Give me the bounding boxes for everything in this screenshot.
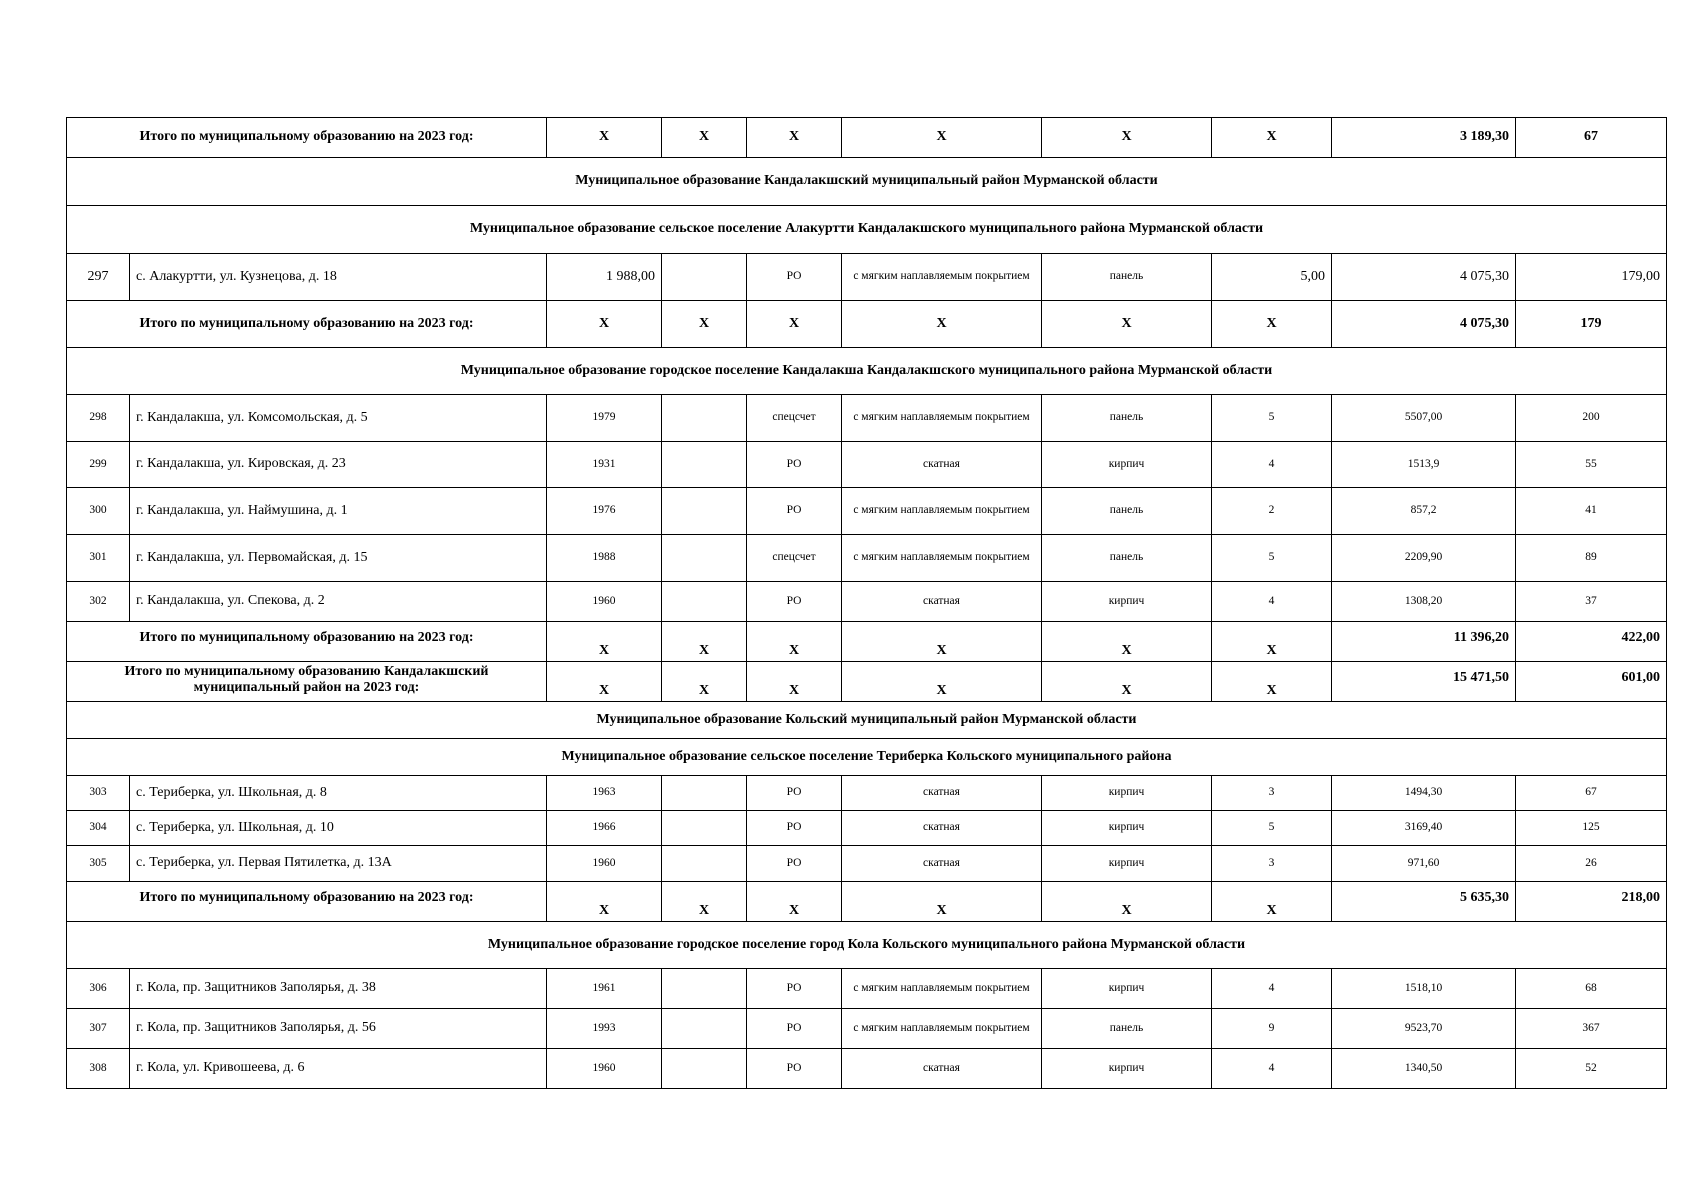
x-placeholder: X [842, 301, 1042, 348]
area: 4 075,30 [1332, 254, 1516, 301]
x-placeholder: X [662, 301, 747, 348]
year: 1979 [547, 395, 662, 442]
table-row [67, 969, 1667, 1009]
floors: 5 [1212, 395, 1332, 442]
address: с. Териберка, ул. Первая Пятилетка, д. 13А [130, 846, 547, 882]
x-placeholder: X [662, 622, 747, 662]
section-header-row [67, 348, 1667, 395]
floors: 4 [1212, 1049, 1332, 1089]
total-residents: 179 [1516, 301, 1667, 348]
area: 9523,70 [1332, 1009, 1516, 1049]
residents: 55 [1516, 442, 1667, 488]
total-area: 4 075,30 [1332, 301, 1516, 348]
total-area: 5 635,30 [1332, 882, 1516, 922]
x-placeholder: X [547, 118, 662, 158]
section-header-row [67, 739, 1667, 776]
residents: 200 [1516, 395, 1667, 442]
funding-method: РО [747, 442, 842, 488]
residents: 68 [1516, 969, 1667, 1009]
total-area: 3 189,30 [1332, 118, 1516, 158]
residents: 37 [1516, 582, 1667, 622]
funding-method: РО [747, 254, 842, 301]
extra [662, 442, 747, 488]
year: 1960 [547, 846, 662, 882]
x-placeholder: X [1042, 622, 1212, 662]
floors: 4 [1212, 582, 1332, 622]
section-title: Муниципальное образование городское поселение Кандалакша Кандалакшского муниципального района Мурманской области [67, 348, 1667, 395]
wall-material: панель [1042, 488, 1212, 535]
funding-method: РО [747, 811, 842, 846]
roof-type: скатная [842, 442, 1042, 488]
total-area: 11 396,20 [1332, 622, 1516, 662]
floors: 3 [1212, 776, 1332, 811]
x-placeholder: X [547, 622, 662, 662]
total-residents: 67 [1516, 118, 1667, 158]
wall-material: кирпич [1042, 811, 1212, 846]
x-placeholder: X [547, 662, 662, 702]
area: 1518,10 [1332, 969, 1516, 1009]
floors: 5 [1212, 811, 1332, 846]
row-number: 298 [67, 395, 130, 442]
wall-material: панель [1042, 1009, 1212, 1049]
roof-type: скатная [842, 582, 1042, 622]
x-placeholder: X [842, 622, 1042, 662]
roof-type: с мягким наплавляемым покрытием [842, 395, 1042, 442]
roof-type: с мягким наплавляемым покрытием [842, 535, 1042, 582]
wall-material: кирпич [1042, 969, 1212, 1009]
extra [662, 535, 747, 582]
housing-table [66, 117, 1667, 1089]
x-placeholder: X [547, 301, 662, 348]
floors: 9 [1212, 1009, 1332, 1049]
residents: 179,00 [1516, 254, 1667, 301]
address: с. Алакуртти, ул. Кузнецова, д. 18 [130, 254, 547, 301]
funding-method: РО [747, 969, 842, 1009]
total-row [67, 622, 1667, 662]
residents: 125 [1516, 811, 1667, 846]
floors: 3 [1212, 846, 1332, 882]
total-label: Итого по муниципальному образованию Кандалакшский муниципальный район на 2023 год: [67, 662, 547, 702]
x-placeholder: X [662, 118, 747, 158]
row-number: 299 [67, 442, 130, 488]
table-row [67, 488, 1667, 535]
total-label: Итого по муниципальному образованию на 2023 год: [67, 882, 547, 922]
row-number: 308 [67, 1049, 130, 1089]
funding-method: спецсчет [747, 535, 842, 582]
table-row [67, 1009, 1667, 1049]
extra [662, 776, 747, 811]
total-row [67, 301, 1667, 348]
area: 2209,90 [1332, 535, 1516, 582]
address: с. Териберка, ул. Школьная, д. 10 [130, 811, 547, 846]
roof-type: скатная [842, 846, 1042, 882]
address: г. Кандалакша, ул. Наймушина, д. 1 [130, 488, 547, 535]
year: 1963 [547, 776, 662, 811]
x-placeholder: X [662, 882, 747, 922]
total-row [67, 662, 1667, 702]
section-title: Муниципальное образование сельское поселение Алакуртти Кандалакшского муниципального района Мурманской области [67, 206, 1667, 254]
x-placeholder: X [1212, 622, 1332, 662]
x-placeholder: X [1212, 118, 1332, 158]
roof-type: с мягким наплавляемым покрытием [842, 254, 1042, 301]
total-residents: 422,00 [1516, 622, 1667, 662]
residents: 26 [1516, 846, 1667, 882]
x-placeholder: X [842, 662, 1042, 702]
wall-material: кирпич [1042, 1049, 1212, 1089]
wall-material: кирпич [1042, 582, 1212, 622]
row-number: 306 [67, 969, 130, 1009]
address: г. Кандалакша, ул. Первомайская, д. 15 [130, 535, 547, 582]
x-placeholder: X [1042, 301, 1212, 348]
table-row [67, 846, 1667, 882]
wall-material: панель [1042, 535, 1212, 582]
x-placeholder: X [1042, 118, 1212, 158]
row-number: 304 [67, 811, 130, 846]
table-row [67, 535, 1667, 582]
x-placeholder: X [1042, 882, 1212, 922]
funding-method: РО [747, 582, 842, 622]
wall-material: кирпич [1042, 846, 1212, 882]
area: 857,2 [1332, 488, 1516, 535]
address: г. Кандалакша, ул. Комсомольская, д. 5 [130, 395, 547, 442]
year: 1960 [547, 582, 662, 622]
year: 1976 [547, 488, 662, 535]
year: 1 988,00 [547, 254, 662, 301]
area: 5507,00 [1332, 395, 1516, 442]
row-number: 307 [67, 1009, 130, 1049]
x-placeholder: X [1212, 882, 1332, 922]
section-title: Муниципальное образование сельское поселение Териберка Кольского муниципального района [67, 739, 1667, 776]
wall-material: панель [1042, 254, 1212, 301]
x-placeholder: X [747, 662, 842, 702]
total-label: Итого по муниципальному образованию на 2023 год: [67, 622, 547, 662]
funding-method: РО [747, 1009, 842, 1049]
x-placeholder: X [747, 118, 842, 158]
table-row [67, 776, 1667, 811]
area: 1494,30 [1332, 776, 1516, 811]
total-label: Итого по муниципальному образованию на 2023 год: [67, 301, 547, 348]
extra [662, 811, 747, 846]
residents: 89 [1516, 535, 1667, 582]
address: г. Кандалакша, ул. Кировская, д. 23 [130, 442, 547, 488]
funding-method: РО [747, 776, 842, 811]
area: 1513,9 [1332, 442, 1516, 488]
x-placeholder: X [842, 118, 1042, 158]
total-residents: 218,00 [1516, 882, 1667, 922]
roof-type: скатная [842, 1049, 1042, 1089]
table-row [67, 811, 1667, 846]
x-placeholder: X [747, 301, 842, 348]
row-number: 297 [67, 254, 130, 301]
address: г. Кола, ул. Кривошеева, д. 6 [130, 1049, 547, 1089]
area: 1340,50 [1332, 1049, 1516, 1089]
section-title: Муниципальное образование Кандалакшский муниципальный район Мурманской области [67, 158, 1667, 206]
table-row [67, 395, 1667, 442]
x-placeholder: X [1042, 662, 1212, 702]
area: 1308,20 [1332, 582, 1516, 622]
extra [662, 488, 747, 535]
row-number: 301 [67, 535, 130, 582]
extra [662, 254, 747, 301]
total-label: Итого по муниципальному образованию на 2023 год: [67, 118, 547, 158]
roof-type: скатная [842, 776, 1042, 811]
year: 1931 [547, 442, 662, 488]
total-row [67, 882, 1667, 922]
residents: 367 [1516, 1009, 1667, 1049]
area: 3169,40 [1332, 811, 1516, 846]
table-row [67, 442, 1667, 488]
x-placeholder: X [747, 622, 842, 662]
year: 1961 [547, 969, 662, 1009]
x-placeholder: X [662, 662, 747, 702]
roof-type: с мягким наплавляемым покрытием [842, 1009, 1042, 1049]
section-header-row [67, 922, 1667, 969]
roof-type: с мягким наплавляемым покрытием [842, 488, 1042, 535]
x-placeholder: X [1212, 301, 1332, 348]
extra [662, 1049, 747, 1089]
x-placeholder: X [842, 882, 1042, 922]
address: г. Кола, пр. Защитников Заполярья, д. 56 [130, 1009, 547, 1049]
table-row [67, 1049, 1667, 1089]
floors: 4 [1212, 969, 1332, 1009]
x-placeholder: X [1212, 662, 1332, 702]
area: 971,60 [1332, 846, 1516, 882]
residents: 52 [1516, 1049, 1667, 1089]
funding-method: РО [747, 1049, 842, 1089]
extra [662, 1009, 747, 1049]
section-header-row [67, 158, 1667, 206]
residents: 67 [1516, 776, 1667, 811]
floors: 5 [1212, 535, 1332, 582]
residents: 41 [1516, 488, 1667, 535]
section-header-row [67, 206, 1667, 254]
x-placeholder: X [747, 882, 842, 922]
address: с. Териберка, ул. Школьная, д. 8 [130, 776, 547, 811]
section-title: Муниципальное образование городское поселение город Кола Кольского муниципального района Мурманской области [67, 922, 1667, 969]
floors: 4 [1212, 442, 1332, 488]
total-area: 15 471,50 [1332, 662, 1516, 702]
wall-material: кирпич [1042, 776, 1212, 811]
extra [662, 582, 747, 622]
address: г. Кола, пр. Защитников Заполярья, д. 38 [130, 969, 547, 1009]
year: 1988 [547, 535, 662, 582]
roof-type: скатная [842, 811, 1042, 846]
total-row [67, 118, 1667, 158]
extra [662, 846, 747, 882]
row-number: 305 [67, 846, 130, 882]
address: г. Кандалакша, ул. Спекова, д. 2 [130, 582, 547, 622]
floors: 2 [1212, 488, 1332, 535]
table-row [67, 582, 1667, 622]
row-number: 303 [67, 776, 130, 811]
year: 1960 [547, 1049, 662, 1089]
floors: 5,00 [1212, 254, 1332, 301]
extra [662, 395, 747, 442]
section-header-row [67, 702, 1667, 739]
wall-material: панель [1042, 395, 1212, 442]
wall-material: кирпич [1042, 442, 1212, 488]
total-residents: 601,00 [1516, 662, 1667, 702]
year: 1966 [547, 811, 662, 846]
funding-method: РО [747, 846, 842, 882]
roof-type: с мягким наплавляемым покрытием [842, 969, 1042, 1009]
year: 1993 [547, 1009, 662, 1049]
funding-method: РО [747, 488, 842, 535]
table-body [67, 118, 1667, 1089]
row-number: 302 [67, 582, 130, 622]
row-number: 300 [67, 488, 130, 535]
funding-method: спецсчет [747, 395, 842, 442]
x-placeholder: X [547, 882, 662, 922]
table-row [67, 254, 1667, 301]
extra [662, 969, 747, 1009]
section-title: Муниципальное образование Кольский муниципальный район Мурманской области [67, 702, 1667, 739]
